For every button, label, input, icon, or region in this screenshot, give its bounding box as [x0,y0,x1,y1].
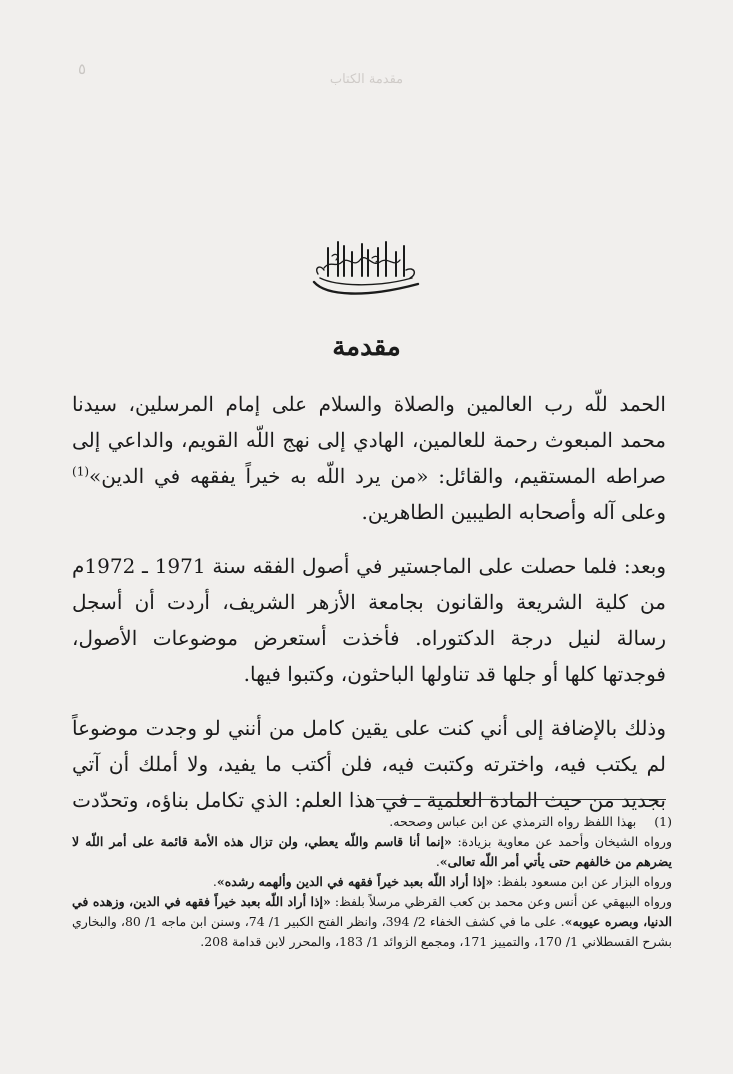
running-title: مقدمة الكتاب [329,72,404,87]
footnote-shaykhan [72,832,672,872]
paragraph-masters: وبعد: فلما حصلت على الماجستير في أصول الفقه سنة 1971 ـ 1972م من كلية الشريعة والقانون بجامعة الأزهر الشريف، أردت أن أسجل رسالة لنيل درجة الدكتوراه. فأخذت أستعرض موضوعات الأصول، فوجدتها كلها أو جلها قد تناولها الباحثون، وكتبوا فيها. [72,554,666,686]
footnote-bazzar [72,872,672,892]
footnote-1 [72,812,672,832]
footnote-bayhaqi-intro: ورواه البيهقي عن أنس وعن محمد بن كعب القرظي مرسلاً بلفظ: [330,894,672,909]
page-number: ٥ [78,60,87,78]
footnote-bazzar-intro: ورواه البزار عن ابن مسعود بلفظ: [493,874,672,889]
footnote-number: (1) [654,814,672,829]
footnote-bazzar-quote: «إذا أراد اللّه بعبد خيراً فقهه في الدين وألهمه رشده» [216,874,494,889]
footnote-shaykhan-end: . [435,854,440,869]
footnote-bayhaqi [72,892,672,952]
paragraph-intro [72,386,666,530]
section-title: مقدمة [332,332,401,362]
footnote-1-text: بهذا اللفظ رواه الترمذي عن ابن عباس وصححه. [389,814,637,829]
footnote-bazzar-end: . [212,874,217,889]
footnote-divider [376,799,666,800]
footnote-shaykhan-quote: «إنما أنا قاسم واللّه يعطي، ولن تزال هذه الأمة قائمة على أمر اللّه لا يضرهم من خالفهم حتى يأتي أمر اللّه تعالى» [72,834,672,869]
paragraph-certainty: وذلك بالإضافة إلى أني كنت على يقين كامل من أنني لو وجدت موضوعاً لم يكتب فيه، واخترته وكتبت فيه، فلن أكتب ما يفيد، ولا أملك أن آتي بجديد من حيث المادة العلمية ـ في هذا العلم: الذي تكامل بناؤه، وتحدّدت [72,716,666,812]
body-text [72,386,666,836]
footnotes [72,812,672,952]
paragraph-intro-end: وعلى آله وأصحابه الطيبين الطاهرين. [361,500,666,524]
basmala-calligraphy [306,238,428,304]
footnote-ref: (1) [72,464,90,479]
footnote-bayhaqi-sources: . على ما في كشف الخفاء 2/ 394، وانظر الفتح الكبير 1/ 74، وسنن ابن ماجه 1/ 80، والبخاري بشرح القسطلاني 1/ 170، والتمييز 171، ومجمع الزوائد 1/ 183، والمحرر لابن قدامة 208. [72,914,672,949]
footnote-bayhaqi-quote: «إذا أراد اللّه بعبد خيراً فقهه في الدين، وزهده في الدنيا، وبصره عيوبه» [72,894,673,929]
footnote-shaykhan-intro: ورواه الشيخان وأحمد عن معاوية بزيادة: [451,834,672,849]
paragraph-intro-text: الحمد للّه رب العالمين والصلاة والسلام على إمام المرسلين، سيدنا محمد المبعوث رحمة للعالمين، الهادي إلى نهج اللّه القويم، والداعي إلى صراطه المستقيم، والقائل: «من يرد اللّه به خيراً يفقهه في الدين» [72,392,666,488]
